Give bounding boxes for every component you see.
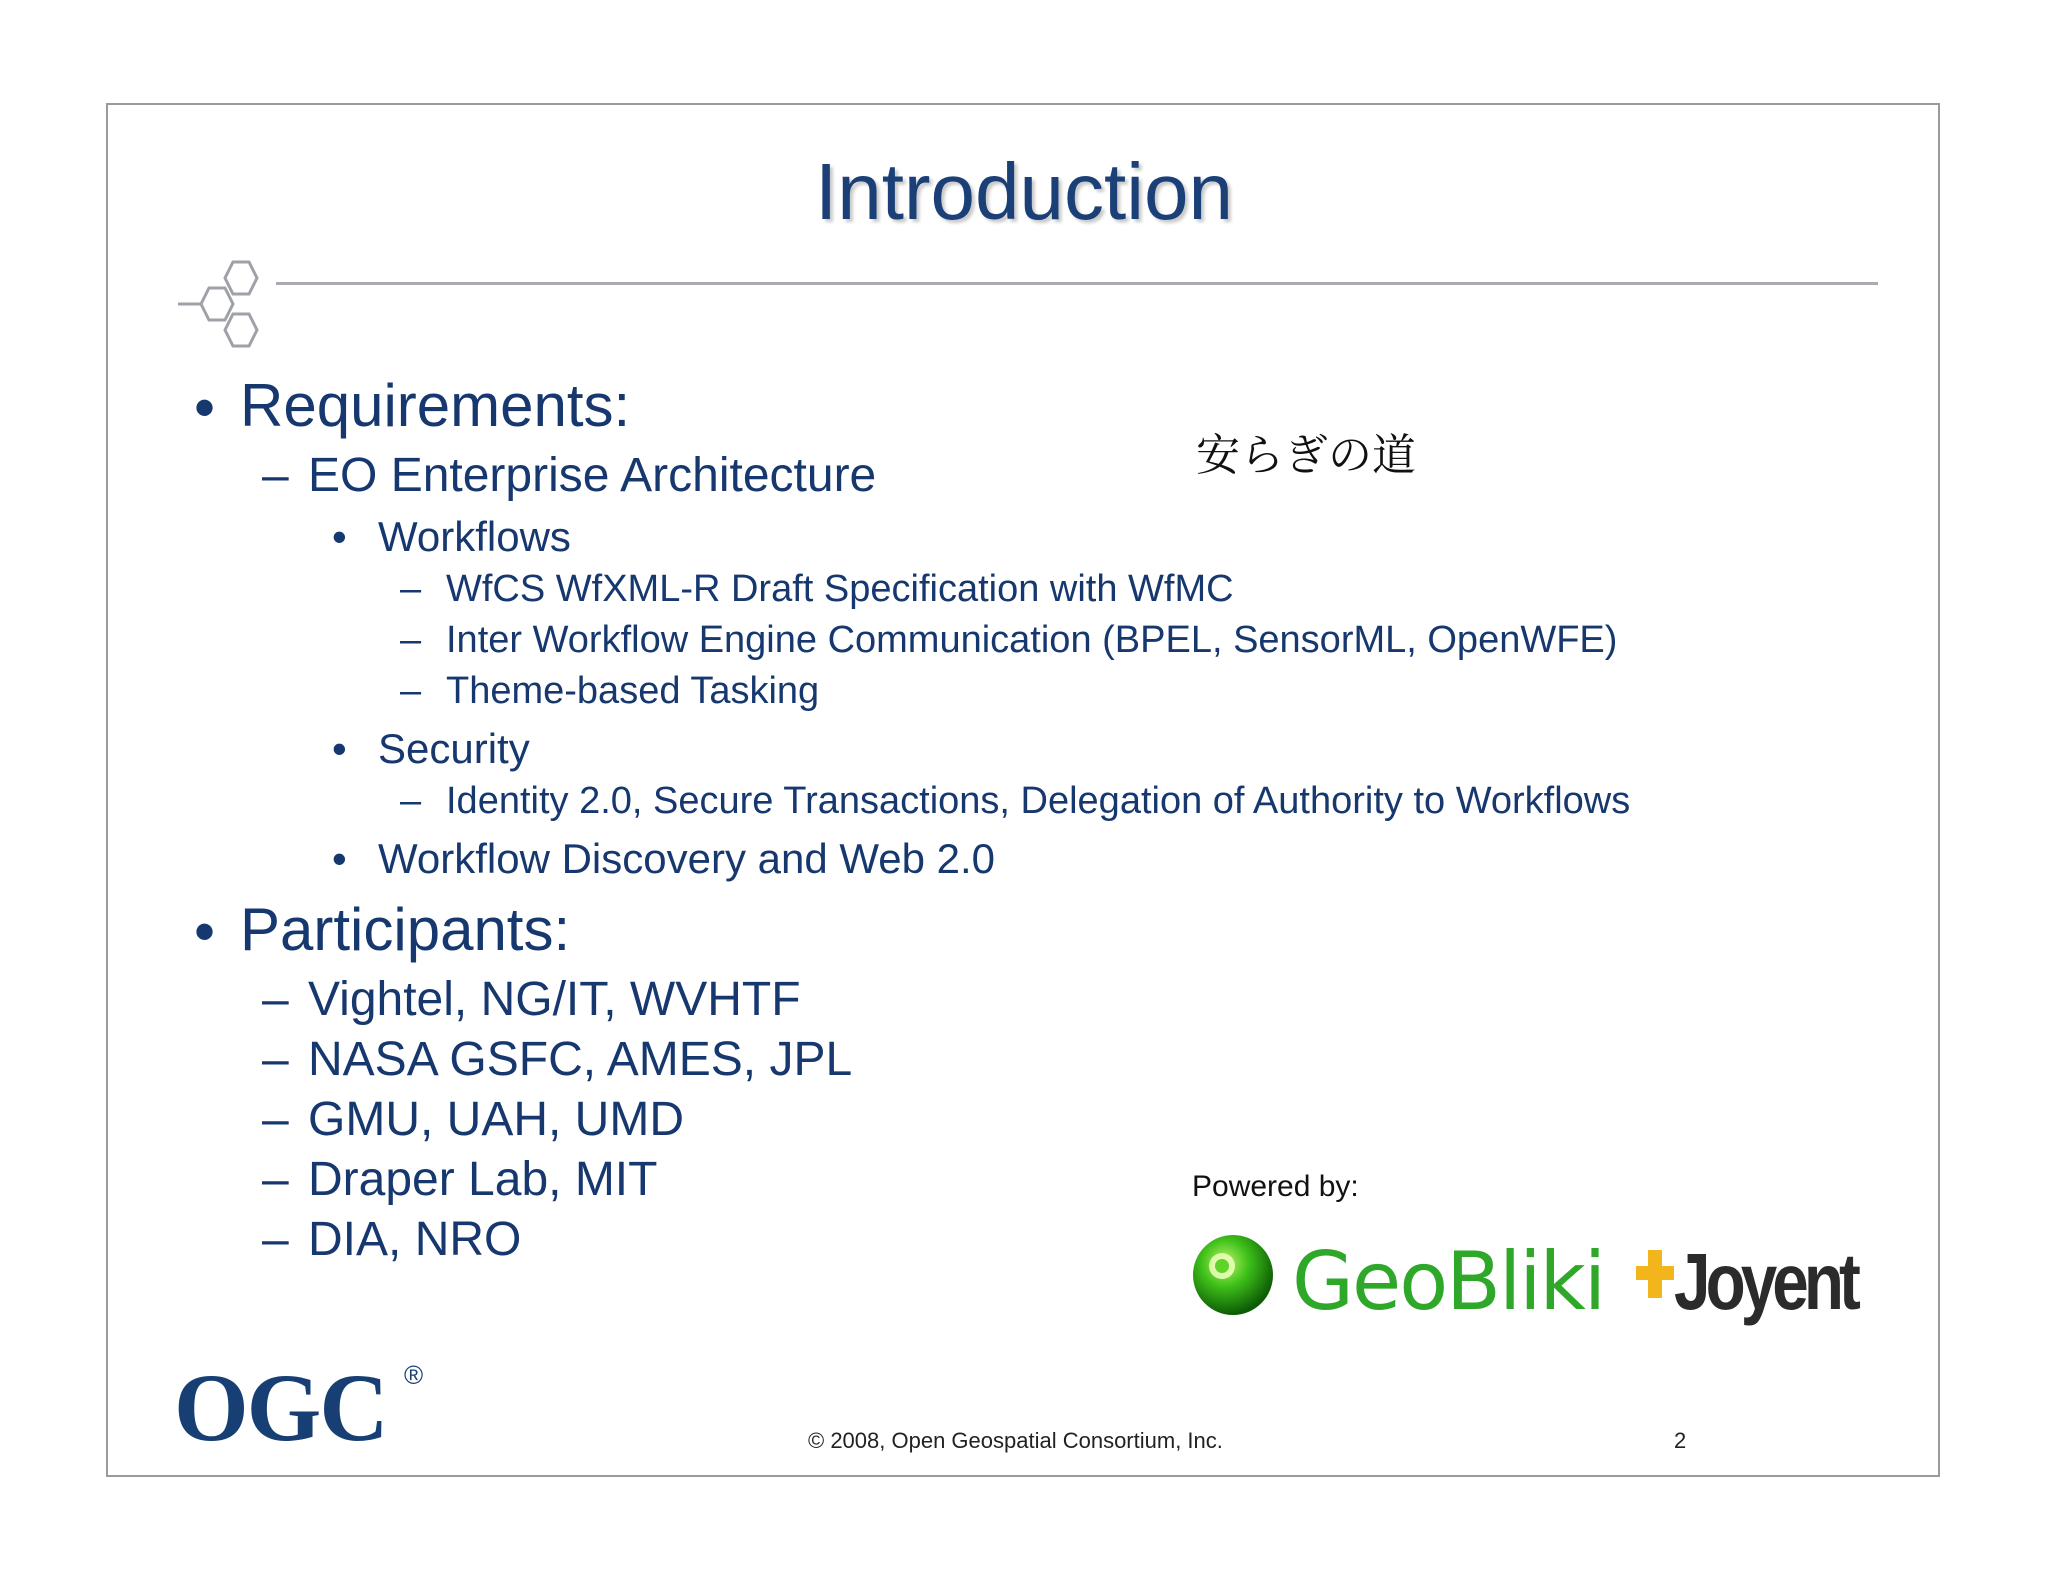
bullet: • [194,374,216,441]
geobliki-logo-text: GeoBliki [1292,1235,1605,1328]
geobliki-orb-icon [1190,1232,1276,1318]
dash: – [400,670,422,712]
security-item: Security [378,725,530,772]
japanese-caption: 安らぎの道 [1196,430,1416,481]
dash: – [262,1093,289,1146]
wf-subitem: Theme-based Tasking [446,670,820,712]
participant-item: DIA, NRO [308,1213,522,1266]
title-divider [276,282,1878,285]
participant-item: Vightel, NG/IT, WVHTF [308,973,801,1026]
participants-heading: Participants: [240,896,571,963]
dash: – [262,1213,289,1266]
discovery-item: Workflow Discovery and Web 2.0 [378,835,996,882]
wf-subitem: WfCS WfXML-R Draft Specification with WfMC [446,568,1234,610]
workflows-item: Workflows [378,513,571,560]
wf-subitem: Inter Workflow Engine Communication (BPEL, SensorML, OpenWFE) [446,619,1618,661]
dash: – [262,449,289,502]
powered-by-label: Powered by: [1192,1170,1359,1203]
joyent-cross-icon [1634,1250,1674,1298]
footer-copyright: © 2008, Open Geospatial Consortium, Inc. [808,1428,1223,1453]
dash: – [262,973,289,1026]
bullet: • [194,898,216,965]
hexagon-cluster-icon [178,258,288,358]
dash: – [400,568,422,610]
participant-item: Draper Lab, MIT [308,1153,658,1206]
dash: – [262,1033,289,1086]
dash: – [262,1153,289,1206]
dash: – [400,780,422,822]
security-subitem: Identity 2.0, Secure Transactions, Delegation of Authority to Workflows [446,780,1631,822]
bullet: • [332,835,347,882]
slide-title: Introduction [814,147,1234,236]
bullet: • [332,725,347,772]
dash: – [400,619,422,661]
ogc-registered-mark: ® [404,1360,424,1390]
participant-item: NASA GSFC, AMES, JPL [308,1033,853,1086]
page-number: 2 [1674,1428,1687,1453]
participant-item: GMU, UAH, UMD [308,1093,684,1146]
requirements-heading: Requirements: [240,372,631,439]
bullet: • [332,513,347,560]
joyent-logo-text: Joyent [1674,1237,1856,1326]
ogc-logo: OGC [174,1354,387,1461]
eo-architecture: EO Enterprise Architecture [308,449,877,502]
